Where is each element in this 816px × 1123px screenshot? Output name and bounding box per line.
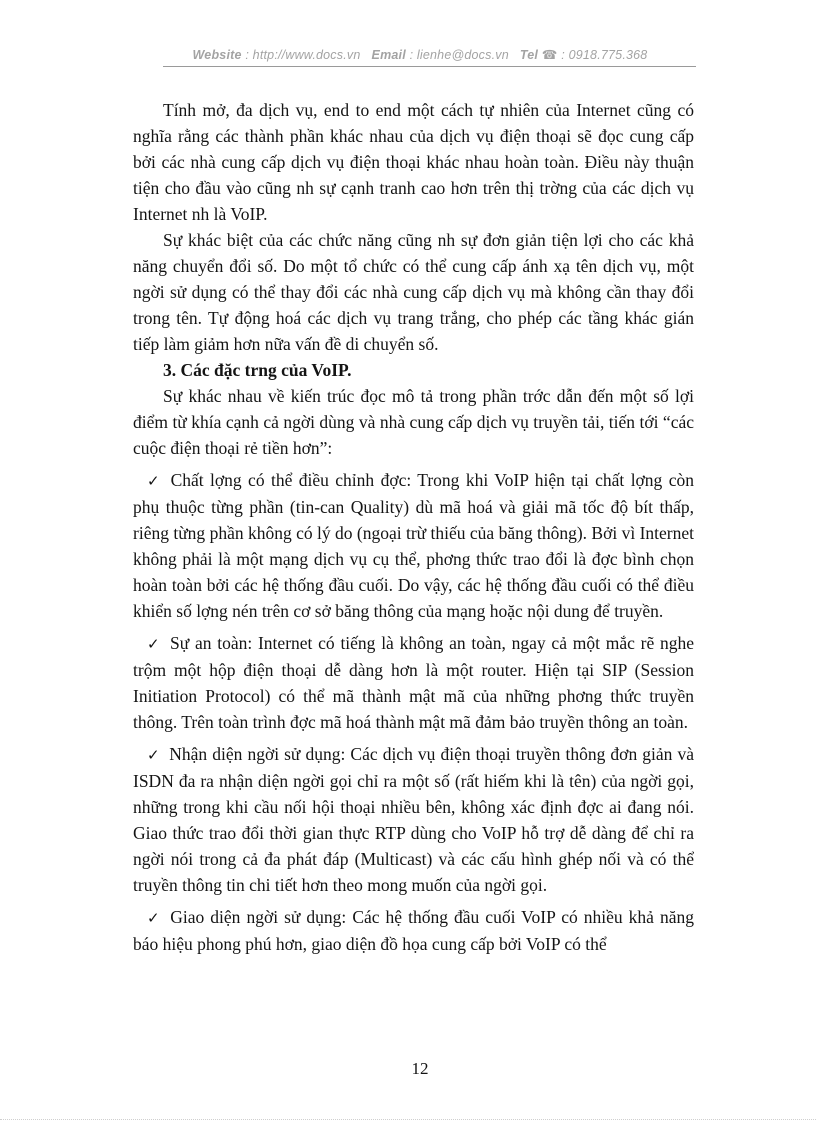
bullet-3-text: Nhận diện ngời sử dụng: Các dịch vụ điện thoại truyền thông đơn giản và ISDN đa ra nhận diện ngời gọi chỉ ra một số (rất hiếm khi là tên) của ngời gọi, những trong khi cầu nối hội thoại nhiều bên, không xác định đợc ai đang nói. Giao thức trao đổi thời gian thực RTP dùng cho VoIP hỗ trợ dễ dàng để chỉ ra ngời nói trong cả đa phát đáp (Multicast) và các cấu hình ghép nối và có thể truyền thông tin chi tiết hơn theo mong muốn của ngời gọi. bbox=[133, 744, 694, 895]
bullet-3 bbox=[133, 741, 694, 898]
paragraph-2: Sự khác biệt của các chức năng cũng nh sự đơn giản tiện lợi cho các khả năng chuyển đổi số. Do một tổ chức có thể cung cấp ánh xạ tên dịch vụ, một ngời sử dụng có thể thay đổi các nhà cung cấp dịch vụ mà không cần thay đổi trong tên. Tự động hoá các dịch vụ trang trắng, cho phép các tầng khác gián tiếp làm giảm hơn nữa vấn đề di chuyển số. bbox=[133, 230, 694, 354]
tel-label: Tel bbox=[519, 48, 539, 62]
page-body bbox=[133, 97, 694, 957]
paragraph-1: Tính mở, đa dịch vụ, end to end một cách tự nhiên của Internet cũng có nghĩa rằng các thành phần khác nhau của dịch vụ điện thoại sẽ đọc cung cấp bởi các nhà cung cấp dịch vụ điện thoại khác nhau hoàn toàn. Điều này thuận tiện cho đầu vào cũng nh sự cạnh tranh cao hơn trên thị trờng của các dịch vụ Internet nh là VoIP. bbox=[133, 100, 694, 224]
page-header bbox=[160, 47, 680, 62]
email-value: : lienhe@docs.vn bbox=[409, 48, 509, 62]
bullet-1-text: Chất lợng có thể điều chỉnh đợc: Trong khi VoIP hiện tại chất lợng còn phụ thuộc từng phần (tin-can Quality) dù mã hoá và giải mã tốc độ bít thấp, riêng từng phần không có lý do (ngoại trừ thiếu của băng thông). Bởi vì Internet không phải là một mạng dịch vụ cụ thể, phơng thức trao đổi là đợc bình chọn hoàn toàn bởi các hệ thống đầu cuối. Do vậy, các hệ thống đầu cuối có thể điều khiển số lợng nén trên cơ sở băng thông của mạng hoặc nội dung để truyền. bbox=[133, 470, 694, 621]
footer-dotted-line bbox=[0, 1119, 816, 1120]
email-label: Email bbox=[371, 48, 406, 62]
bullet-4 bbox=[133, 904, 694, 957]
tel-value: : 0918.775.368 bbox=[561, 48, 648, 62]
bullet-2 bbox=[133, 630, 694, 735]
section-heading: 3. Các đặc trng của VoIP. bbox=[163, 360, 352, 380]
website-value: : http://www.docs.vn bbox=[245, 48, 361, 62]
website-label: Website bbox=[192, 48, 242, 62]
checkmark-icon: ✓ bbox=[147, 909, 162, 927]
bullet-4-text: Giao diện ngời sử dụng: Các hệ thống đầu cuối VoIP có nhiều khả năng báo hiệu phong phú hơn, giao diện đồ họa cung cấp bởi VoIP có thể bbox=[133, 907, 694, 954]
bullet-1 bbox=[133, 467, 694, 624]
checkmark-icon: ✓ bbox=[147, 472, 162, 490]
page-number: 12 bbox=[411, 1059, 429, 1078]
checkmark-icon: ✓ bbox=[147, 746, 161, 764]
phone-icon: ☎ bbox=[541, 48, 558, 62]
bullet-2-text: Sự an toàn: Internet có tiếng là không an toàn, ngay cả một mắc rẽ nghe trộm một hộp điện thoại dễ dàng hơn là một router. Hiện tại SIP (Session Initiation Protocol) có thể mã thành mật mã của những phơng thức truyền thông. Trên toàn trình đợc mã hoá thành mật mã đảm bảo truyền thông an toàn. bbox=[133, 633, 694, 732]
paragraph-3: Sự khác nhau về kiến trúc đọc mô tả trong phần trớc dẫn đến một số lợi điểm từ khía cạnh cả ngời dùng và nhà cung cấp dịch vụ truyền tải, tiến tới “các cuộc điện thoại rẻ tiền hơn”: bbox=[133, 386, 694, 458]
header-rule bbox=[163, 66, 696, 67]
checkmark-icon: ✓ bbox=[147, 635, 161, 653]
